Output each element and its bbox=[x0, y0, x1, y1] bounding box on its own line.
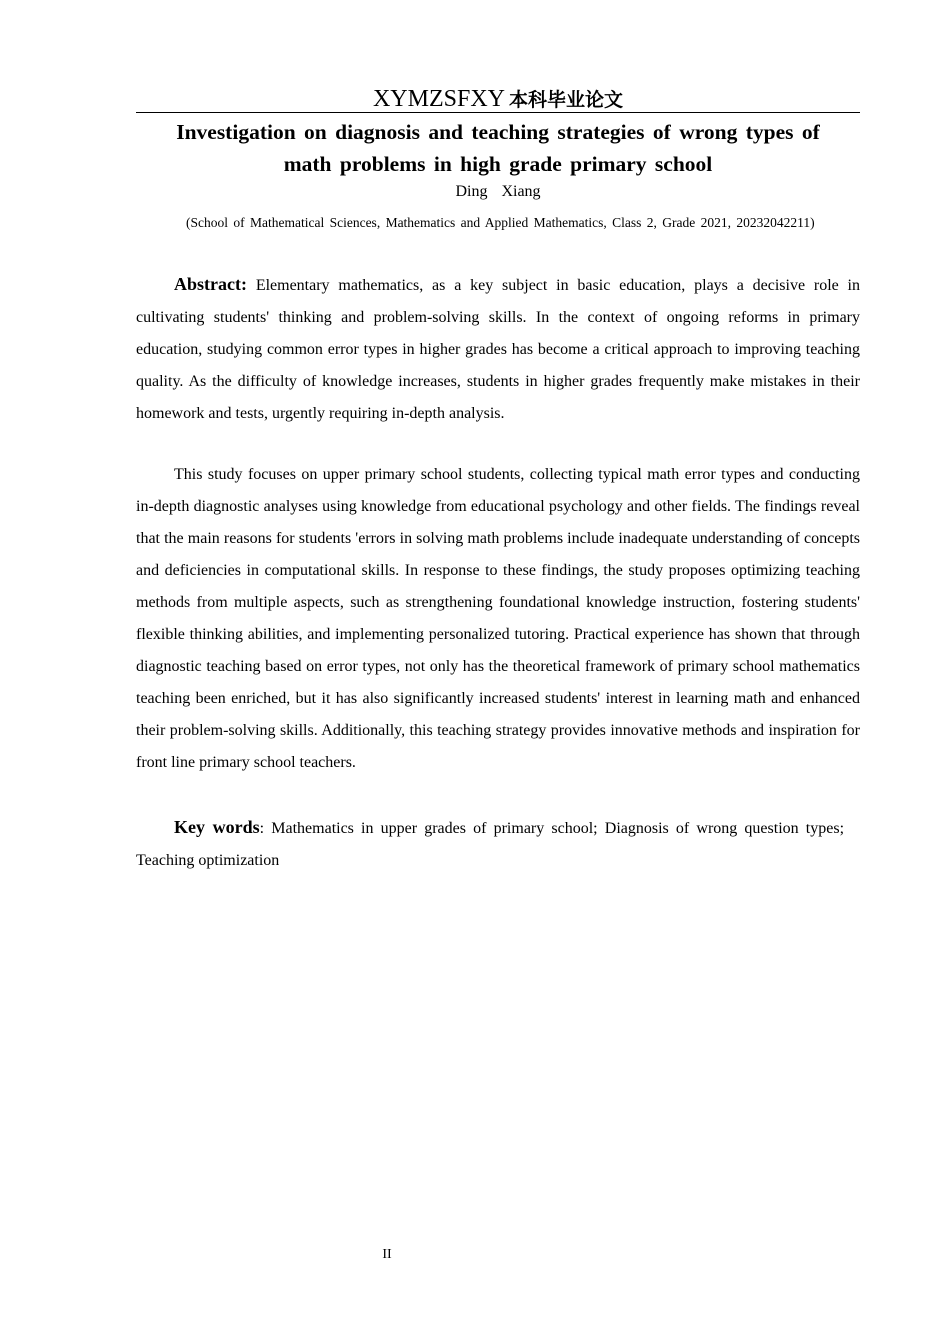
paper-title bbox=[140, 116, 856, 180]
header-cjk: 本科毕业论文 bbox=[509, 89, 624, 111]
header-latin: XYMZSFXY bbox=[372, 86, 505, 112]
abstract-label: Abstract: bbox=[174, 274, 247, 294]
title-line-2: math problems in high grade primary school bbox=[283, 152, 713, 176]
title-line-1: Investigation on diagnosis and teaching strategies of wrong types of bbox=[176, 120, 820, 144]
keywords-separator: : bbox=[259, 820, 265, 837]
header-rule bbox=[136, 112, 860, 113]
running-header bbox=[136, 84, 860, 115]
author-name: Ding Xiang bbox=[455, 183, 541, 200]
keywords-label: Key words bbox=[174, 817, 260, 837]
affiliation: (School of Mathematical Sciences, Mathematics and Applied Mathematics, Class 2, Grade 2021, 20232042211) bbox=[186, 215, 815, 230]
page-number: II bbox=[382, 1247, 392, 1262]
abstract-paragraph bbox=[136, 268, 860, 430]
keywords-text: Mathematics in upper grades of primary school; Diagnosis of wrong question types; Teaching optimization bbox=[136, 820, 845, 869]
keywords-paragraph bbox=[136, 811, 844, 877]
abstract-text: Elementary mathematics, as a key subject in basic education, plays a decisive role in cultivating students' thinking and problem-solving skills. In the context of ongoing reforms in primary education, studying common error types in higher grades has become a critical approach to improving teaching quality. As the difficulty of knowledge increases, students in higher grades frequently make mistakes in their homework and tests, urgently requiring in-depth analysis. bbox=[136, 277, 861, 422]
abstract-paragraph-2: This study focuses on upper primary school students, collecting typical math error types and conducting in-depth diagnostic analyses using knowledge from educational psychology and other fields. The findings reveal that the main reasons for students 'errors in solving math problems include inadequate understanding of concepts and deficiencies in computational skills. In response to these findings, the study proposes optimizing teaching methods from multiple aspects, such as strengthening foundational knowledge instruction, fostering students' flexible thinking abilities, and implementing personalized tutoring. Practical experience has shown that through diagnostic teaching based on error types, not only has the theoretical framework of primary school mathematics teaching been enriched, but it has also significantly increased students' interest in learning math and enhanced their problem-solving skills. Additionally, this teaching strategy provides innovative methods and inspiration for front line primary school teachers. bbox=[136, 466, 860, 771]
